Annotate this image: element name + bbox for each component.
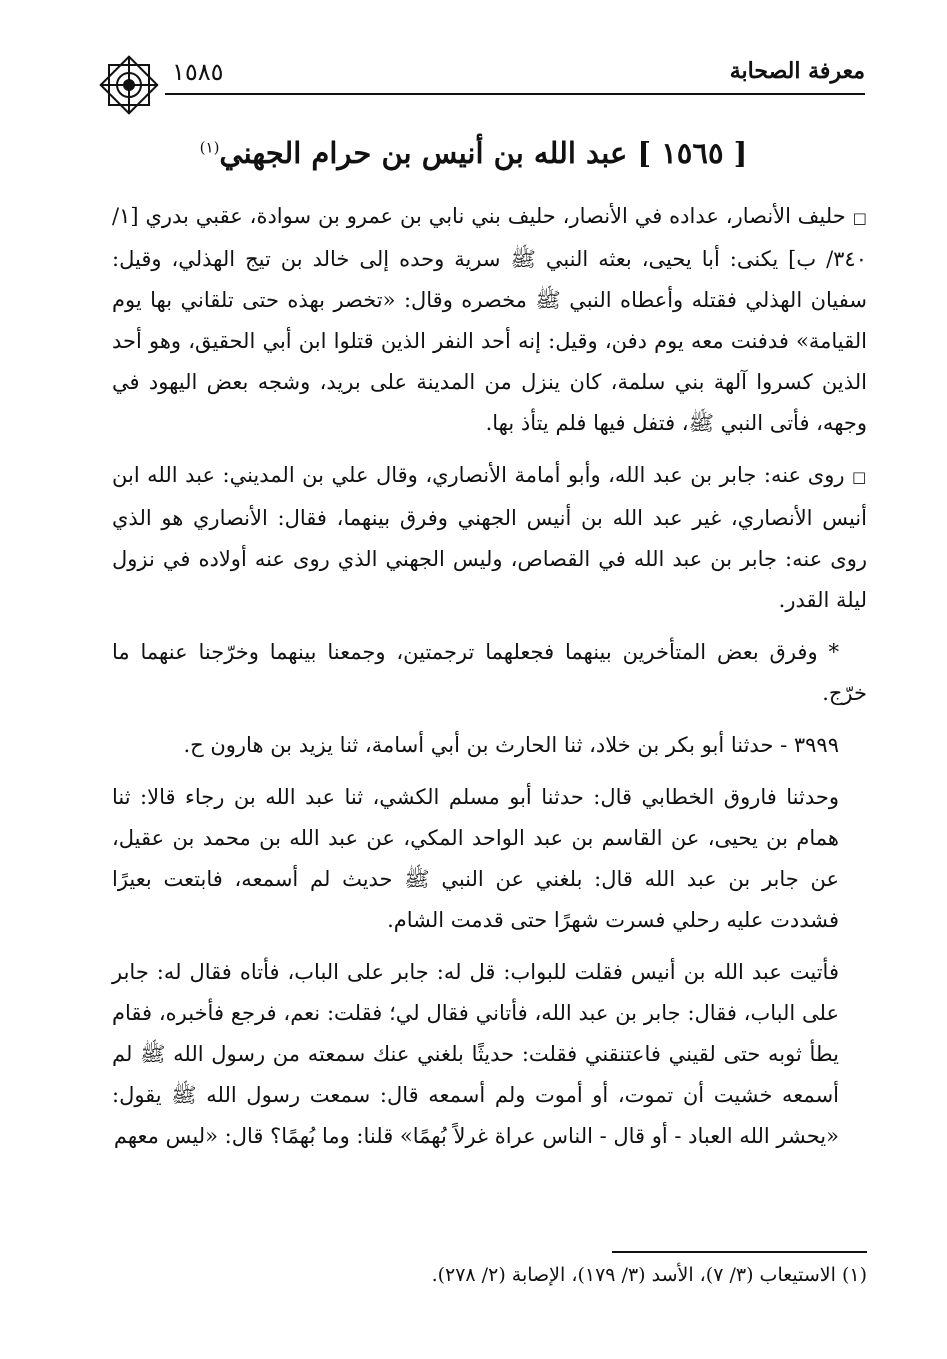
footnote-rule xyxy=(612,1251,867,1253)
paragraph-narrators xyxy=(112,455,867,621)
running-header-title: معرفة الصحابة xyxy=(729,58,865,84)
paragraph-text: حليف الأنصار، عداده في الأنصار، حليف بني نابي بن عمرو بن سوادة، عقبي بدري [١/ ٣٤٠/ ب] يكنى: أبا يحيى، بعثه النبي ﷺ سرية وحده إلى خالد بن تيج الهذلي، وقيل: سفيان الهذلي فقتله وأعطاه النبي ﷺ مخصره وقال: «تخصر بهذه حتى تلقاني بها يوم القيامة» فدفنت معه يوم دفن، وقيل: إنه أحد النفر الذين قتلوا ابن أبي الحقيق، وهو أحد الذين كسروا آلهة بني سلمة، كان ينزل من المدينة على بريد، وشجه بعض اليهود في وجهه، فأتى النبي ﷺ، فتفل فيها فلم يتأذ بها. xyxy=(112,204,867,435)
paragraph-text: وفرق بعض المتأخرين بينهما فجعلهما ترجمتين، وجمعنا بينهما وخرّجنا عنهما ما خرّج. xyxy=(112,640,867,705)
entry-heading xyxy=(0,136,947,170)
paragraph-biography xyxy=(112,196,867,444)
page-number: ١٥٨٥ xyxy=(172,58,224,86)
paragraph-text: روى عنه: جابر بن عبد الله، وأبو أمامة الأنصاري، وقال علي بن المديني: عبد الله ابن أنيس الأنصاري، غير عبد الله بن أنيس الجهني وفرق بينهما، فقال: الأنصاري هو الذي روى عنه: جابر بن عبد الله في القصاص، وليس الجهني الذي روى عنه أولاده في نزول ليلة القدر. xyxy=(112,463,867,612)
page-ornament-icon xyxy=(96,52,162,118)
paragraph-note xyxy=(112,632,867,714)
header-rule xyxy=(165,93,865,95)
footnote: (١) الاستيعاب (٣/ ٧)، الأسد (٣/ ١٧٩)، الإصابة (٢/ ٢٧٨). xyxy=(431,1264,867,1286)
paragraph-text: فأتيت عبد الله بن أنيس فقلت للبواب: قل له: جابر على الباب، فأتاه فقال له: جابر على الباب، فقال: جابر بن عبد الله، فأتاني فقال لي؛ فقلت: نعم، فرجع فأخبره، فقام يطأ ثوبه حتى لقيني فاعتنقني فقلت: حديثًا بلغني عنك سمعته من رسول الله ﷺ لم أسمعه خشيت أن تموت، أو أموت ولم أسمعه قال: سمعت رسول الله ﷺ يقول: «يحشر الله العباد - أو قال - الناس عراة غرلاً بُهمًا» قلنا: وما بُهمًا؟ قال: «ليس معهم xyxy=(112,960,839,1148)
square-bullet-icon: □ xyxy=(852,468,867,486)
entry-heading-text: [ ١٥٦٥ ] عبد الله بن أنيس بن حرام الجهني xyxy=(219,136,748,170)
paragraph-text: ٣٩٩٩ - حدثنا أبو بكر بن خلاد، ثنا الحارث بن أبي أسامة، ثنا يزيد بن هارون ح. xyxy=(183,733,839,757)
asterisk-bullet-icon: * xyxy=(828,640,839,664)
entry-heading-footnote-mark: (١) xyxy=(199,138,220,157)
square-bullet-icon: □ xyxy=(852,209,867,227)
paragraph-isnad xyxy=(112,777,867,941)
paragraph-hadith-number xyxy=(112,725,867,766)
paragraph-text: وحدثنا فاروق الخطابي قال: حدثنا أبو مسلم الكشي، ثنا عبد الله بن رجاء قالا: ثنا همام بن يحيى، عن القاسم بن عبد الواحد المكي، عن عبد الله بن محمد بن عقيل، عن جابر بن عبد الله قال: بلغني عن النبي ﷺ حديث لم أسمعه، فابتعت بعيرًا فشددت عليه رحلي فسرت شهرًا حتى قدمت الشام. xyxy=(112,785,839,932)
body-text xyxy=(112,196,867,1157)
paragraph-hadith-text xyxy=(112,952,867,1157)
